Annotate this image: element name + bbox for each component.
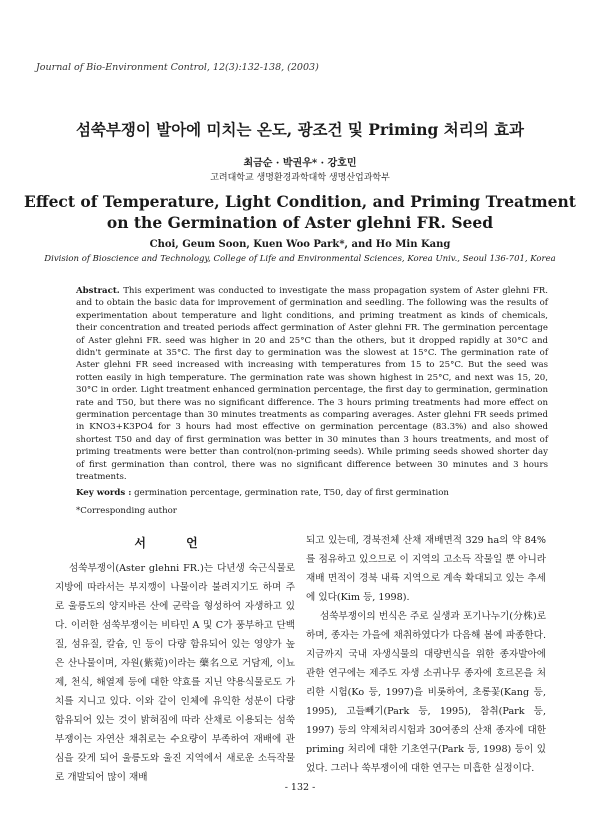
journal-citation: Journal of Bio-Environment Control, 12(3):132-138, (2003) <box>36 62 319 73</box>
intro-paragraph-1-continued: 되고 있는데, 경북전체 산채 재배면적 329 ha의 약 84%를 점유하고 있으므로 이 지역의 고소득 작물일 뿐 아니라 재배 면적이 경북 내륙 지역으로 계속 확대되고 있는 추세에 있다(Kim 등, 1998). <box>306 535 546 603</box>
body-column-right <box>306 531 546 778</box>
korean-title: 섬쑥부쟁이 발아에 미치는 온도, 광조건 및 Priming 처리의 효과 <box>75 120 525 139</box>
abstract <box>76 285 548 484</box>
body-column-left <box>55 559 295 787</box>
section-heading-introduction: 서 언 <box>134 536 216 550</box>
intro-paragraph-2: 섬쑥부쟁이의 번식은 주로 실생과 포기나누기(分株)로 하며, 종자는 가을에 채취하였다가 다음해 봄에 파종한다. 지금까지 국내 자생식물의 대량번식을 위한 종자발아에 관한 연구에는 제주도 자생 소귀나무 종자에 호르몬을 처리한 시험(Ko 등, 1997)을 비롯하여, 초롱꽃(Kang 등, 1995), 고들빼기(Park 등, 1995), 참취(Park 등, 1997) 등의 약제처리시험과 30여종의 산채 종자에 대한 priming 처리에 대한 기초연구(Park 등, 1998) 등이 있었다. 그러나 쑥부쟁이에 대한 연구는 미흡한 실정이다. <box>306 611 546 774</box>
english-authors: Choi, Geum Soon, Kuen Woo Park*, and Ho Min Kang <box>149 239 451 250</box>
korean-affiliation: 고려대학교 생명환경과학대학 생명산업과학부 <box>210 173 390 183</box>
corresponding-author-note: *Corresponding author <box>76 506 177 516</box>
page-number: - 132 - <box>284 782 316 793</box>
korean-authors: 최금순 · 박권우* · 강호민 <box>243 158 357 169</box>
intro-paragraph-1: 섬쑥부쟁이(Aster glehni FR.)는 다년생 숙근식물로 지방에 따라서는 부지깽이 나물이라 불려지기도 하며 주로 울릉도의 양지바른 산에 군락을 형성하여 자생하고 있다. 이러한 섬쑥부쟁이는 비타민 A 및 C가 풍부하고 단백질, 섬유질, 칼슘, 인 등이 다량 함유되어 있는 영양가 높은 산나물이며, 자원(紫菀)이라는 藥名으로 거담제, 이뇨제, 천식, 해열제 등에 대한 약효를 지닌 약용식물로도 가치를 지니고 있다. 이와 같이 인체에 유익한 성분이 다량 함유되어 있는 것이 밝혀짐에 따라 산채로 이용되는 섬쑥부쟁이는 자연산 채취로는 수요량이 부족하여 재배에 관심을 갖게 되어 울릉도와 울진 지역에서 새로운 소득작물로 개발되어 많이 재배 <box>55 563 295 783</box>
keywords-label: Key words : <box>76 488 132 498</box>
keywords <box>76 488 548 498</box>
english-affiliation: Division of Bioscience and Technology, College of Life and Environmental Sciences, Korea Univ., Seoul 136-701, Korea <box>44 254 556 264</box>
abstract-text: This experiment was conducted to investigate the mass propagation system of Aster glehni FR. and to obtain the basic data for improvement of germination and seedling. The following was the results of experimentation about temperature and light conditions, and priming treatment as kinds of chemicals, their concentration and treated periods affect germination of Aster glehni FR. The germination percentage of Aster glehni FR. seed was higher in 20 and 25°C than the others, but it dropped rapidly at 30°C and didn't germinate at 35°C. The first day to germination was the slowest at 15°C. The germination rate of Aster glehni FR seed increased with increasing with temperatures from 15 to 25°C. But the seed was rotten easily in high temperature. The germination rate was shown highest in 25°C, and next was 15, 20, 30°C in order. Light treatment enhanced germination percentage, the first day to germination, germination rate and T50, but there was no significant difference. The 3 hours priming treatments had more effect on germination percentage than 30 minutes treatments as comparing averages. Aster glehni FR seeds primed in KNO3+K3PO4 for 3 hours had most effective on germination percentage (83.3%) and also showed shortest T50 and day of first germination was better in 30 minutes than 3 hours treatments, and most of priming treatments were better than control(non-priming seeds). While priming seeds showed shorter day of first germination than control, there was no significant difference between 30 minutes and 3 hours treatments. <box>76 286 548 483</box>
english-title: Effect of Temperature, Light Condition, and Priming Treatment on the Germination of Aster glehni FR. Seed <box>24 192 576 232</box>
abstract-label: Abstract. <box>76 286 120 296</box>
keywords-text: germination percentage, germination rate, T50, day of first germination <box>134 488 449 498</box>
